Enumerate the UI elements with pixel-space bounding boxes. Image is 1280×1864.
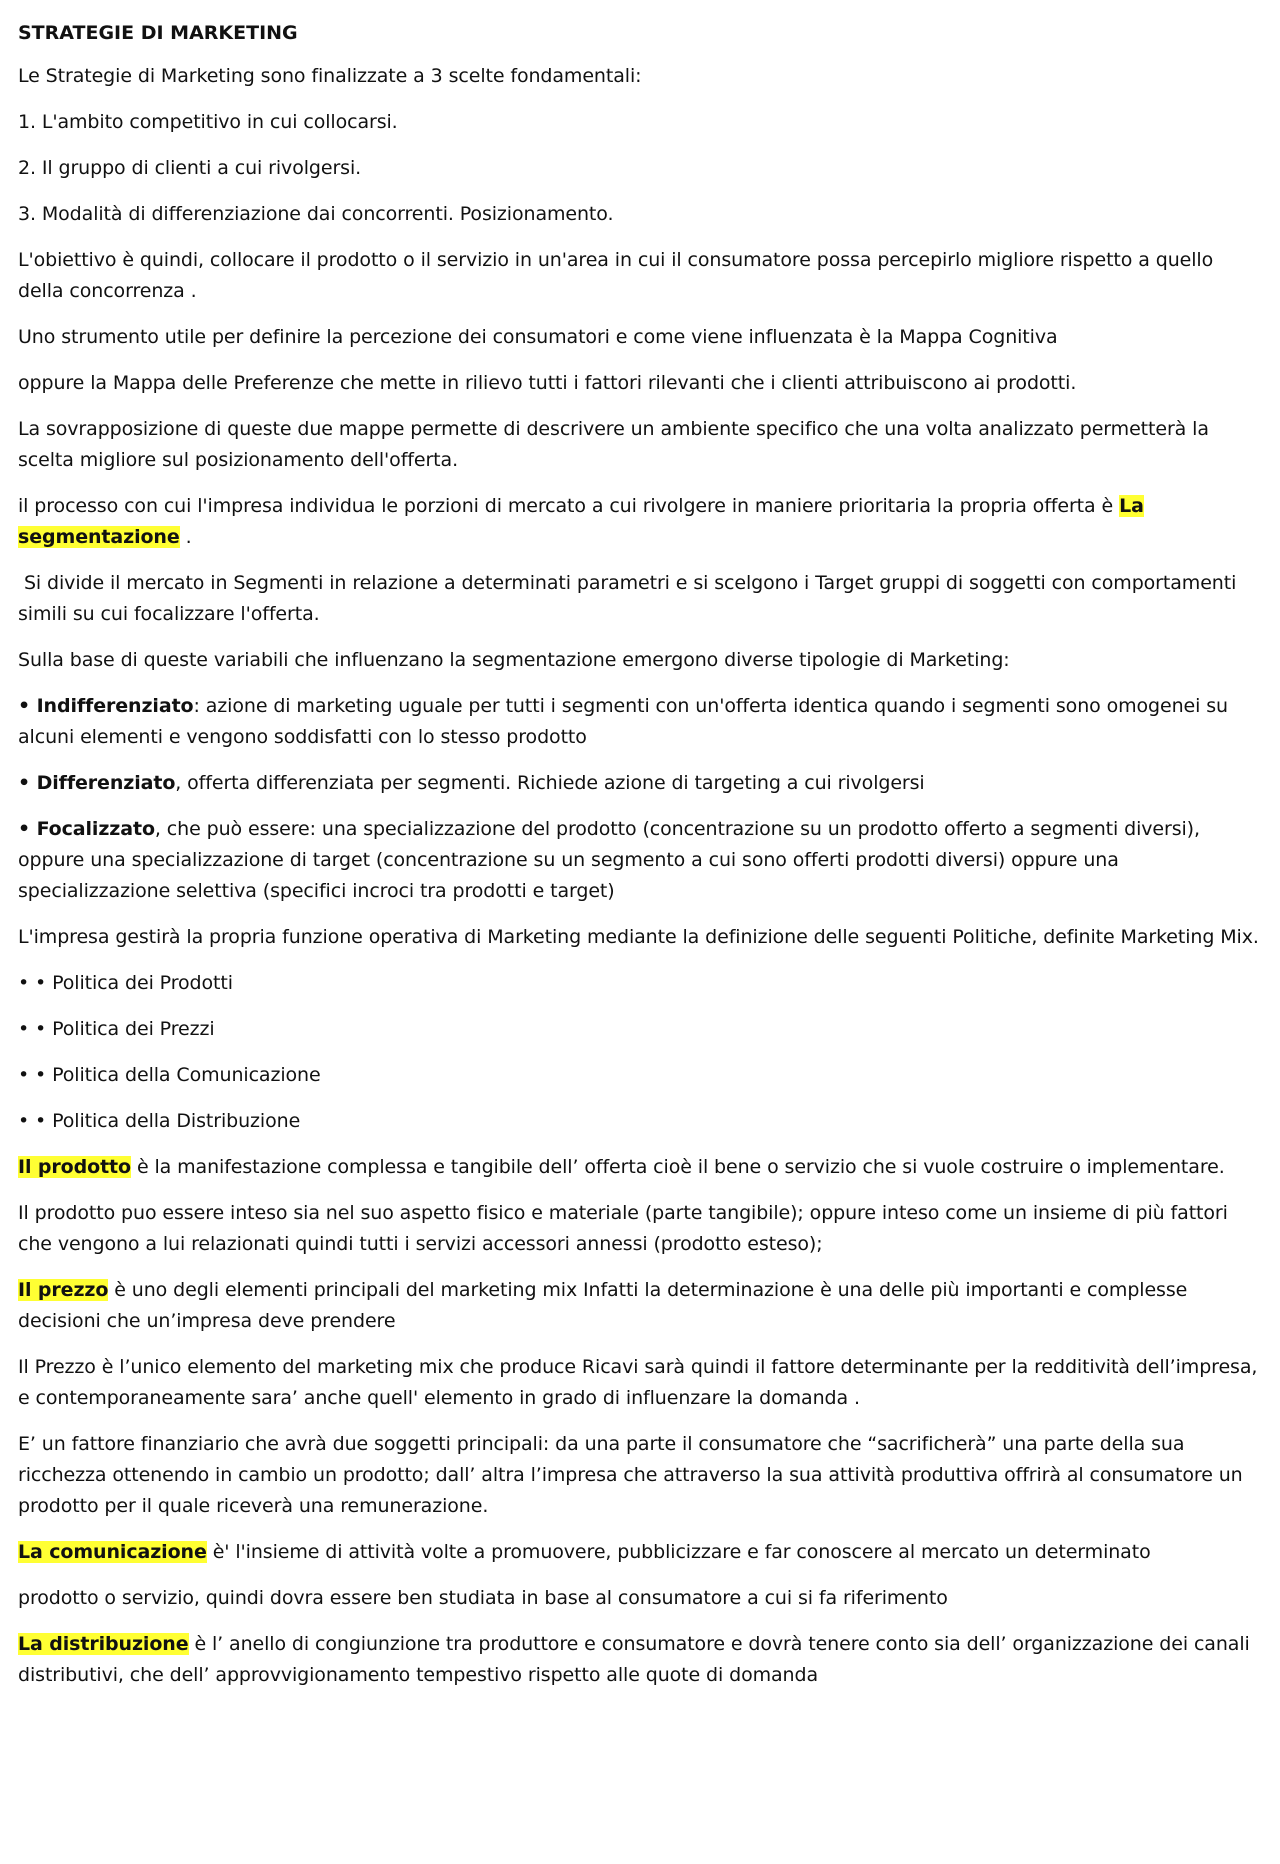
overlap-paragraph: La sovrapposizione di queste due mappe permette di descrivere un ambiente specifico che una volta analizzato permetterà la scelta migliore sul posizionamento dell'offerta. [18,418,1209,471]
cognitive-map-paragraph: Uno strumento utile per definire la percezione dei consumatori e come viene influenzata è la Mappa Cognitiva [18,326,1058,348]
policy-item-distribution: • • Politica della Distribuzione [18,1110,301,1132]
objective-paragraph: L'obiettivo è quindi, collocare il prodotto o il servizio in un'area in cui il consumatore possa percepirlo migliore rispetto a quello della concorrenza . [18,249,1214,302]
policy-item-products: • • Politica dei Prodotti [18,972,233,994]
segmentation-paragraph [18,491,1260,553]
marketing-type-differenziato [18,768,1260,799]
bullet: • [18,818,37,840]
price-financial-paragraph: E’ un fattore finanziario che avrà due soggetti principali: da una parte il consumatore che “sacrificherà” una parte della sua ricchezza ottenendo in cambio un prodotto; dall’ altra l’impresa che attraverso la sua attività produttiva offrirà al consumatore un prodotto per il quale riceverà una remunerazione. [18,1433,1243,1517]
communication-paragraph [18,1537,1260,1568]
segments-paragraph: Si divide il mercato in Segmenti in relazione a determinati parametri e si scelgono i Target gruppi di soggetti con comportamenti simili su cui focalizzare l'offerta. [18,572,1243,625]
price-paragraph [18,1275,1260,1337]
marketing-type-focalizzato [18,814,1260,907]
segmentation-end: . [179,526,192,548]
type-term: Differenziato [36,772,176,794]
bullet: • [18,772,37,794]
type-text: , che può essere: una specializzazione del prodotto (concentrazione su un prodotto offerto a segmenti diversi), oppure una specializzazione di target (concentrazione su un segmento a cui sono offerti prodotti diversi) oppure una specializzazione selettiva (specifici incroci tra prodotti e target) [18,818,1200,902]
document-title: STRATEGIE DI MARKETING [18,22,298,44]
bullet: • [18,695,37,717]
distribution-highlight: La distribuzione [18,1633,189,1655]
type-text: : azione di marketing uguale per tutti i segmenti con un'offerta identica quando i segmenti sono omogenei su alcuni elementi e vengono soddisfatti con lo stesso prodotto [18,695,1228,748]
marketing-type-indifferenziato [18,691,1260,753]
choice-item-1: 1. L'ambito competitivo in cui collocarsi. [18,111,398,133]
communication-highlight: La comunicazione [18,1541,207,1563]
communication-cont-paragraph: prodotto o servizio, quindi dovra essere ben studiata in base al consumatore a cui si fa riferimento [18,1587,948,1609]
distribution-text: è l’ anello di congiunzione tra produttore e consumatore e dovrà tenere conto sia dell’ organizzazione dei canali distributivi, che dell’ approvvigionamento tempestivo rispetto alle quote di domanda [18,1633,1250,1686]
type-term: Focalizzato [36,818,155,840]
product-highlight: Il prodotto [18,1156,131,1178]
price-revenue-paragraph: Il Prezzo è l’unico elemento del marketing mix che produce Ricavi sarà quindi il fattore determinante per la redditività dell’impresa, e contemporaneamente sara’ anche quell' elemento in grado di influenzare la domanda . [18,1356,1258,1409]
policy-item-prices: • • Politica dei Prezzi [18,1018,215,1040]
product-text: è la manifestazione complessa e tangibile dell’ offerta cioè il bene o servizio che si vuole costruire o implementare. [131,1156,1225,1178]
variables-paragraph: Sulla base di queste variabili che influenzano la segmentazione emergono diverse tipologie di Marketing: [18,649,1010,671]
communication-text: è' l'insieme di attività volte a promuovere, pubblicizzare e far conoscere al mercato un determinato [206,1541,1151,1563]
marketing-mix-paragraph: L'impresa gestirà la propria funzione operativa di Marketing mediante la definizione delle seguenti Politiche, definite Marketing Mix. [18,926,1259,948]
product-paragraph [18,1152,1260,1183]
intro-paragraph: Le Strategie di Marketing sono finalizzate a 3 scelte fondamentali: [18,65,642,87]
distribution-paragraph [18,1629,1260,1691]
segmentation-text: il processo con cui l'impresa individua le porzioni di mercato a cui rivolgere in maniere prioritaria la propria offerta è [18,495,1120,517]
price-text: è uno degli elementi principali del marketing mix Infatti la determinazione è una delle più importanti e complesse decisioni che un’impresa deve prendere [18,1279,1188,1332]
policy-item-communication: • • Politica della Comunicazione [18,1064,321,1086]
price-highlight: Il prezzo [18,1279,109,1301]
choice-item-2: 2. Il gruppo di clienti a cui rivolgersi. [18,157,362,179]
product-detail-paragraph: Il prodotto puo essere inteso sia nel suo aspetto fisico e materiale (parte tangibile); oppure inteso come un insieme di più fattori che vengono a lui relazionati quindi tutti i servizi accessori annessi (prodotto esteso); [18,1202,1228,1255]
type-term: Indifferenziato [36,695,194,717]
choice-item-3: 3. Modalità di differenziazione dai concorrenti. Posizionamento. [18,203,614,225]
preference-map-paragraph: oppure la Mappa delle Preferenze che mette in rilievo tutti i fattori rilevanti che i clienti attribuiscono ai prodotti. [18,372,1077,394]
segmentation-highlight: La segmentazione [18,495,1144,548]
type-text: , offerta differenziata per segmenti. Richiede azione di targeting a cui rivolgersi [175,772,925,794]
